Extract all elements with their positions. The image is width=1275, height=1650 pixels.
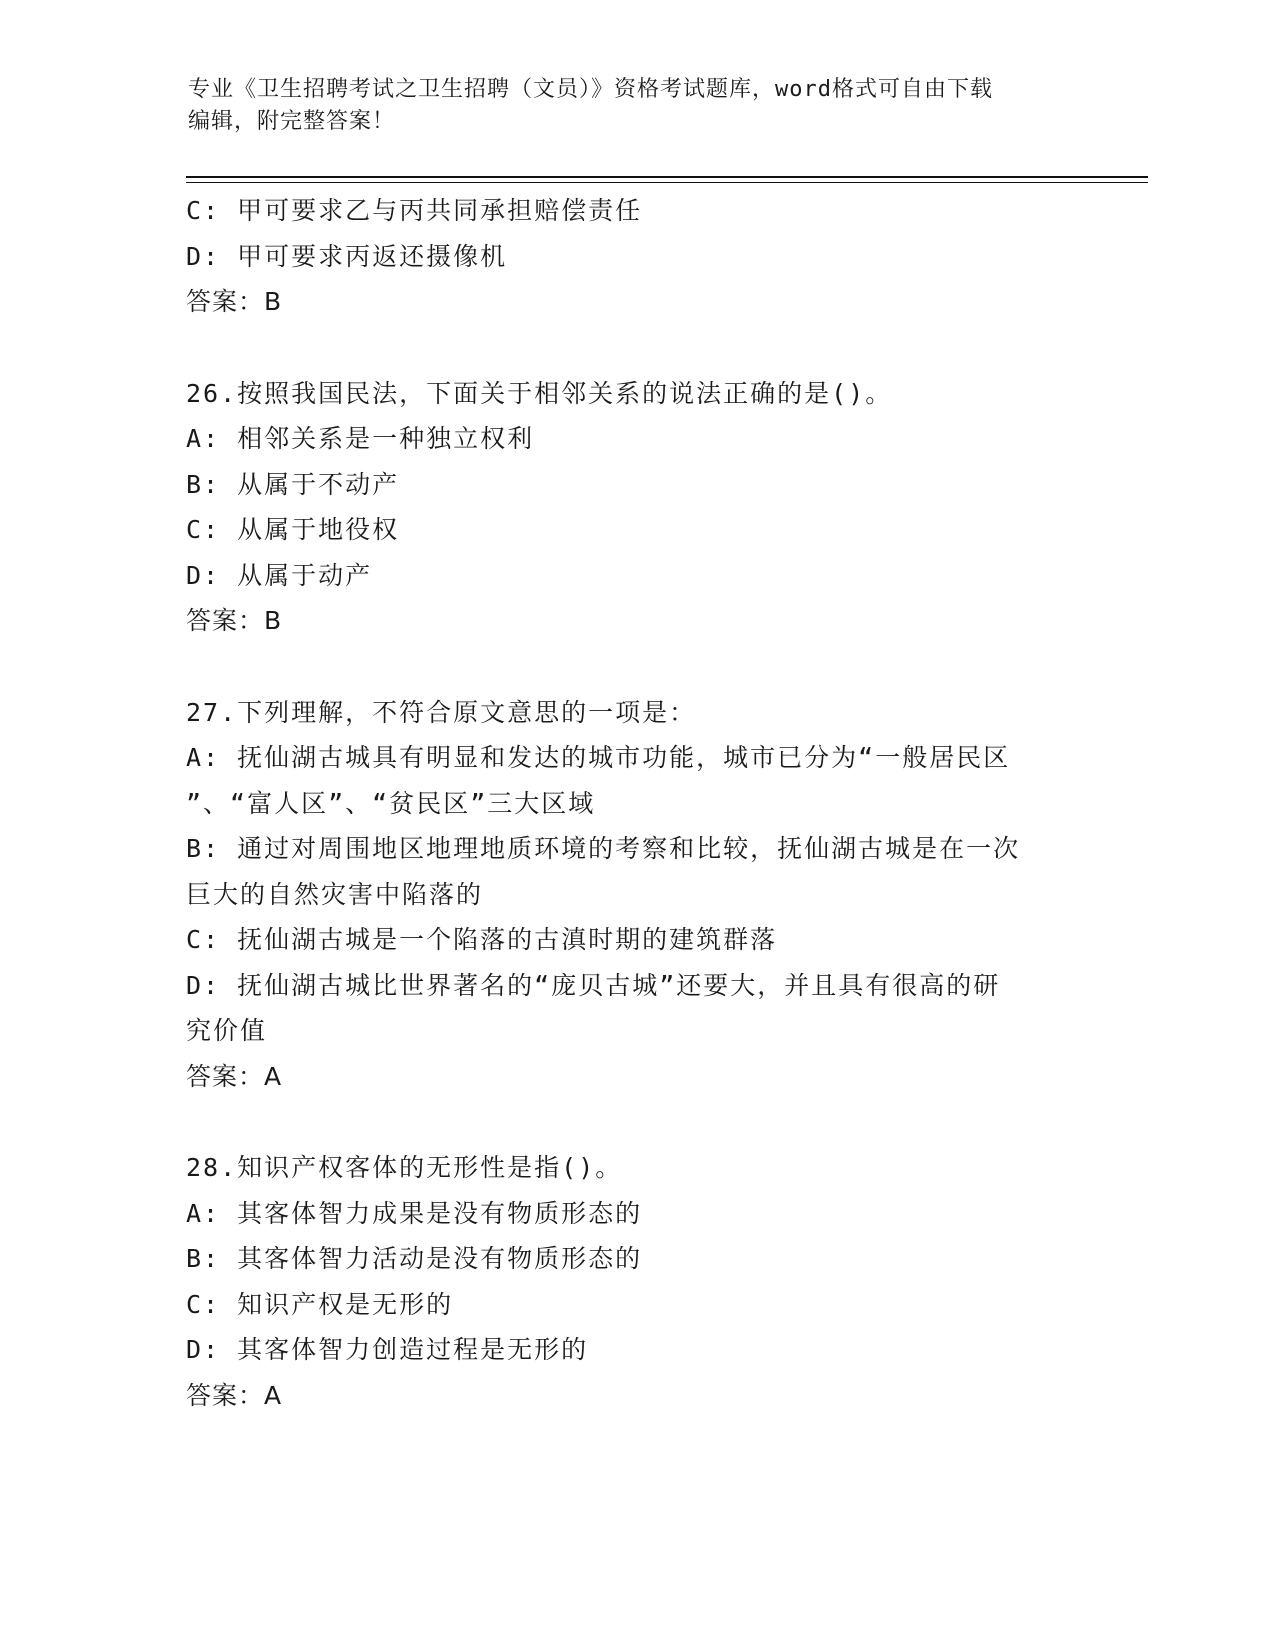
option-c: C: 甲可要求乙与丙共同承担赔偿责任	[186, 196, 643, 225]
option-c: C: 抚仙湖古城是一个陷落的古滇时期的建筑群落	[186, 925, 778, 954]
option-a-line-2: ”、“富人区”、“贫民区”三大区域	[186, 788, 596, 818]
option-a: A: 其客体智力成果是没有物质形态的	[186, 1198, 643, 1228]
header-line-1: 专业《卫生招聘考试之卫生招聘（文员）》资格考试题库，word格式可自由下载	[188, 77, 993, 102]
option-d: D: 其客体智力创造过程是无形的	[186, 1335, 589, 1364]
spacer	[186, 644, 1076, 690]
question-stem: 27.下列理解，不符合原文意思的一项是：	[186, 697, 697, 727]
question-stem: 26.按照我国民法，下面关于相邻关系的说法正确的是()。	[186, 378, 893, 408]
answer: 答案：A	[186, 1061, 283, 1091]
header-line-2: 编辑，附完整答案！	[188, 109, 396, 134]
option-c: C: 从属于地役权	[186, 515, 400, 544]
question-25-continued	[186, 188, 1076, 325]
answer: 答案：A	[186, 1380, 283, 1410]
document-header	[188, 74, 1068, 138]
option-b: B: 其客体智力活动是没有物质形态的	[186, 1244, 643, 1273]
option-d-line-1: D: 抚仙湖古城比世界著名的“庞贝古城”还要大，并且具有很高的研	[186, 970, 1001, 1000]
question-26	[186, 371, 1076, 644]
option-b-line-1: B: 通过对周围地区地理地质环境的考察和比较，抚仙湖古城是在一次	[186, 834, 1021, 863]
option-d: D: 从属于动产	[186, 560, 373, 590]
option-c: C: 知识产权是无形的	[186, 1289, 454, 1319]
answer: 答案：B	[186, 606, 283, 635]
header-divider-thin	[186, 182, 1148, 183]
question-27	[186, 690, 1076, 1100]
option-b-line-2: 巨大的自然灾害中陷落的	[186, 879, 484, 909]
question-28	[186, 1145, 1076, 1418]
option-d-line-2: 究价值	[186, 1016, 268, 1045]
spacer	[186, 325, 1076, 371]
spacer	[186, 1099, 1076, 1145]
option-a: A: 相邻关系是一种独立权利	[186, 424, 535, 453]
option-d: D: 甲可要求丙返还摄像机	[186, 241, 508, 271]
option-b: B: 从属于不动产	[186, 469, 400, 499]
question-stem: 28.知识产权客体的无形性是指()。	[186, 1153, 623, 1182]
question-list	[186, 188, 1076, 1418]
answer: 答案：B	[186, 287, 283, 316]
header-divider-thick	[186, 176, 1148, 178]
option-a-line-1: A: 抚仙湖古城具有明显和发达的城市功能，城市已分为“一般居民区	[186, 743, 1011, 772]
